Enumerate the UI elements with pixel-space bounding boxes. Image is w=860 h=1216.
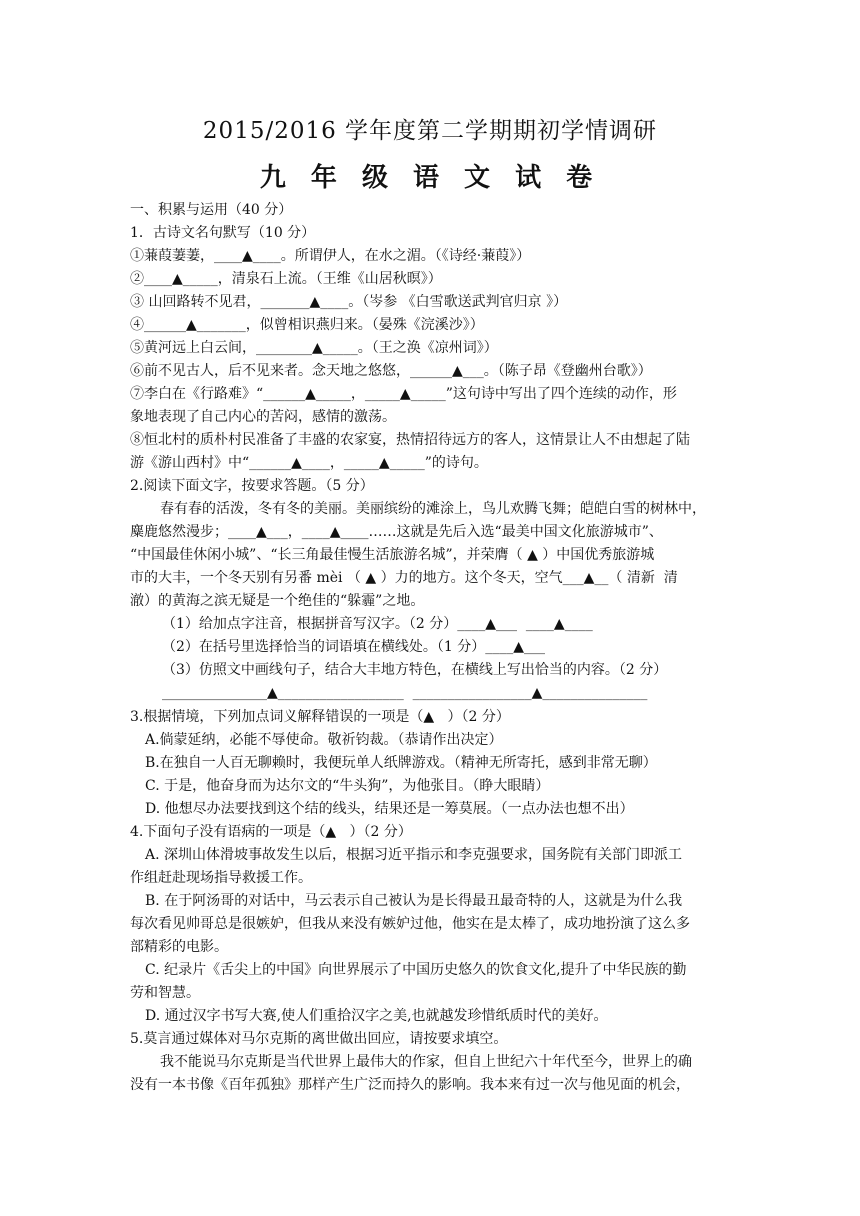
q5-passage-line-1: 我不能说马尔克斯是当代世界上最伟大的作家，但自上世纪六十年代至今，世界上的确 [160, 1054, 692, 1070]
q2-passage-line-1: 春有春的活泼，冬有冬的美丽。美丽缤纷的滩涂上，鸟儿欢腾飞舞；皑皑白雪的树林中， [160, 501, 706, 517]
exam-header-title: 2015/2016 学年度第二学期期初学情调研 [202, 118, 658, 144]
question-2-title: 2.阅读下面文字，按要求答题。（5 分） [130, 478, 374, 494]
q4-option-b: B. 在于阿汤哥的对话中，马云表示自己被认为是长得最丑最奇特的人，这就是为什么我 [145, 893, 683, 909]
q2-sub-3: （3）仿照文中画线句子，结合大丰地方特色，在横线上写出恰当的内容。（2 分） [162, 662, 668, 678]
q3-option-a: A.倘蒙延纳，必能不辱使命。敬祈钧裁。（恭请作出决定） [145, 732, 503, 748]
q3-option-d: D. 他想尽办法要找到这个结的线头，结果还是一筹莫展。（一点办法也想不出） [145, 801, 634, 817]
q3-option-b: B.在独自一人百无聊赖时，我便玩单人纸牌游戏。（精神无所寄托，感到非常无聊） [145, 755, 657, 771]
q2-passage-line-3: “中国最佳休闲小城”、“长三角最佳慢生活旅游名城”，并荣膺（ ▲ ）中国优秀旅游城 [130, 547, 655, 563]
q2-sub-1: （1）给加点字注音，根据拼音写汉字。（2 分）____▲___ ____▲____ [162, 616, 593, 632]
question-3-title: 3.根据情境，下列加点词义解释错误的一项是（▲ ）（2 分） [130, 709, 510, 725]
q1-item-8-cont: 游《游山西村》中“______▲____，_____▲_____”的诗句。 [130, 455, 488, 471]
exam-subtitle: 九 年 级 语 文 试 卷 [259, 163, 601, 193]
q1-item-7-cont: 象地表现了自己内心的苦闷，感情的激荡。 [130, 409, 396, 425]
q4-option-b-cont-1: 每次看见帅哥总是很嫉妒，但我从来没有嫉妒过他，他实在是太棒了，成功地扮演了这么多 [130, 916, 690, 932]
q1-item-7: ⑦李白在《行路难》“______▲_____，_____▲_____”这句诗中写出了四个连续的动作，形 [130, 386, 677, 402]
question-5-title: 5.莫言通过媒体对马尔克斯的离世做出回应，请按要求填空。 [130, 1031, 508, 1047]
q2-passage-line-5: 澈）的黄海之滨无疑是一个绝佳的“躲霾”之地。 [130, 593, 425, 609]
section-heading: 一、积累与运用（40 分） [130, 202, 293, 218]
q1-item-1: ①蒹葭萋萋，____▲____。所谓伊人，在水之湄。（《诗经·蒹葭》） [130, 248, 531, 264]
q4-option-c-cont: 劳和智慧。 [130, 985, 200, 1001]
q4-option-b-cont-2: 部精彩的电影。 [130, 939, 228, 955]
q2-answer-lines: _______________▲__________________ _________________▲_______________ [162, 685, 648, 701]
q1-item-5: ⑤黄河远上白云间，________▲_____。（王之涣《凉州词》） [130, 340, 498, 356]
q1-item-8: ⑧恒北村的质朴村民准备了丰盛的农家宴，热情招待远方的客人，这情景让人不由想起了陆 [130, 432, 690, 448]
q2-sub-2: （2）在括号里选择恰当的词语填在横线处。（1 分）____▲___ [162, 639, 546, 655]
q1-item-6: ⑥前不见古人，后不见来者。念天地之悠悠，______▲___。（陈子昂《登幽州台歌》） [130, 363, 652, 379]
q5-passage-line-2: 没有一本书像《百年孤独》那样产生广泛而持久的影响。我本来有过一次与他见面的机会， [130, 1077, 690, 1093]
question-4-title: 4.下面句子没有语病的一项是（▲ ）（2 分） [130, 824, 412, 840]
q1-item-3: ③ 山回路转不见君，_______▲____。（岑参 《白雪歌送武判官归京 》） [130, 294, 568, 310]
q3-option-c: C. 于是，他奋身而为达尔文的“牛头狗”，为他张目。（睁大眼睛） [145, 778, 550, 794]
q2-passage-line-2: 麋鹿悠然漫步；____▲___，____▲____……这就是先后入选“最美中国文化旅游城市”、 [130, 524, 663, 540]
q4-option-d: D. 通过汉字书写大赛,使人们重拾汉字之美,也就越发珍惜纸质时代的美好。 [145, 1008, 608, 1024]
q2-passage-line-4: 市的大丰，一个冬天别有另番 mèi （ ▲ ）力的地方。这个冬天，空气___▲__（ 清新 清 [130, 570, 678, 586]
q1-item-4: ④______▲_______，似曾相识燕归来。（晏殊《浣溪沙》） [130, 317, 484, 333]
question-1-title: 1．古诗文名句默写（10 分） [130, 225, 316, 241]
q1-item-2: ②____▲_____，清泉石上流。（王维《山居秋暝》） [130, 271, 442, 287]
q4-option-a: A. 深圳山体滑坡事故发生以后，根据习近平指示和李克强要求，国务院有关部门即派工 [145, 847, 683, 863]
q4-option-a-cont: 作组赶赴现场指导救援工作。 [130, 870, 312, 886]
q4-option-c: C. 纪录片《舌尖上的中国》向世界展示了中国历史悠久的饮食文化,提升了中华民族的勤 [145, 962, 687, 978]
